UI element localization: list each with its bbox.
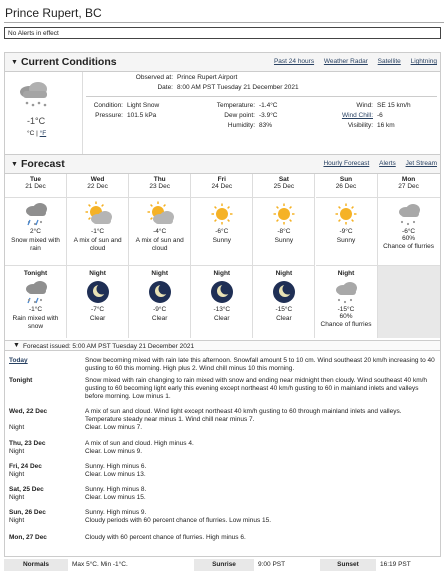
wind-chill-value: -6 — [377, 112, 383, 119]
day-description: Snow mixed with rain — [11, 237, 60, 252]
detail-night-label: Night — [9, 517, 25, 524]
hourly-forecast-link[interactable]: Hourly Forecast — [323, 160, 370, 167]
dewpoint-value: -3.9°C — [259, 112, 278, 119]
visibility-value: 16 km — [377, 122, 395, 129]
pressure-row — [95, 112, 157, 119]
wind-row — [356, 102, 411, 109]
forecast-day-wed — [67, 174, 129, 265]
detail-text: Sunny. High minus 8. — [85, 486, 147, 493]
forecast-night-6 — [316, 265, 378, 338]
temperature-value: -1.4°C — [259, 102, 278, 109]
detail-text: Sunny. High minus 9. — [85, 509, 147, 516]
forecast-night-4 — [191, 265, 253, 338]
forecast-day-tue — [5, 174, 67, 265]
day-date: 23 Dec — [149, 183, 170, 190]
pressure-label: Pressure: — [95, 112, 123, 119]
conditions-divider — [82, 72, 83, 158]
forecast-night-2 — [67, 265, 129, 338]
day-name: Tue — [29, 176, 42, 183]
day-temperature: -1°C — [91, 228, 105, 235]
day-name: Thu — [153, 176, 166, 183]
detail-period-label[interactable]: Today — [9, 357, 28, 364]
detail-text: A mix of sun and cloud. High minus 4. — [85, 440, 194, 447]
forecast-panel — [4, 154, 441, 557]
visibility-label: Visibility: — [347, 122, 373, 129]
night-temperature: -15°C — [337, 306, 355, 313]
wind-chill-row — [341, 112, 383, 119]
night-temperature: -13°C — [213, 306, 231, 313]
day-date: 21 Dec — [25, 183, 46, 190]
night-description: Rain mixed with snow — [12, 315, 59, 330]
day-date: 26 Dec — [335, 183, 357, 190]
detail-text: Sunny. High minus 6. — [85, 463, 147, 470]
detail-night-text: Clear. Low minus 13. — [85, 471, 146, 478]
forecast-day-fri — [191, 174, 253, 265]
day-description: Chance of flurries — [383, 243, 435, 250]
detail-night-text: Clear. Low minus 9. — [85, 448, 143, 455]
day-description: A mix of sun and cloud — [135, 237, 184, 252]
alerts-link[interactable]: Alerts — [379, 160, 396, 167]
date-row — [157, 84, 299, 91]
caret-down-icon[interactable]: ▼ — [13, 342, 20, 349]
forecast-day-sat — [253, 174, 315, 265]
detail-text: Snow mixed with rain changing to rain mixed with snow and ending near midnight then cloudy. Wind southeast 40 km/h gusting to 60 becoming light early this evening except northeast 40 km/h gusting to 60 in mainland inlets and valleys before morning. Low minus 1. — [85, 377, 428, 400]
detail-period-label: Sat, 25 Dec — [9, 486, 44, 493]
sun-icon — [269, 201, 299, 227]
caret-down-icon: ▼ — [11, 161, 18, 168]
wind-label: Wind: — [356, 102, 373, 109]
cloud-flurries-night-icon — [331, 279, 361, 305]
night-name: Night — [275, 270, 293, 277]
night-temperature: -1°C — [28, 306, 43, 313]
day-description: Sunny — [336, 237, 356, 244]
sun-icon — [207, 201, 237, 227]
detail-period-label: Tonight — [9, 377, 33, 384]
sunset-label: Sunset — [320, 559, 376, 571]
forecast-night-5 — [253, 265, 315, 338]
title-divider — [4, 22, 444, 23]
detail-period-label: Mon, 27 Dec — [9, 534, 47, 541]
forecast-issued — [5, 340, 440, 351]
sun-cloud-icon — [83, 201, 113, 227]
night-description: Clear — [214, 315, 230, 322]
unit-celsius[interactable]: °C — [27, 130, 35, 137]
observed-at-value: Prince Rupert Airport — [177, 74, 238, 81]
alerts-banner[interactable]: No Alerts in effect — [4, 27, 441, 39]
forecast-night-3 — [129, 265, 191, 338]
humidity-value: 83% — [259, 122, 273, 129]
moon-icon — [269, 279, 299, 305]
day-name: Sat — [278, 176, 289, 183]
sunset-value: 16:19 PST — [380, 561, 411, 568]
day-temperature: -6°C — [215, 228, 229, 235]
forecast-header[interactable] — [5, 155, 440, 174]
night-name: Night — [337, 270, 355, 277]
dewpoint-row — [224, 112, 278, 119]
day-description: Sunny — [274, 237, 294, 244]
detail-night-label: Night — [9, 471, 25, 478]
moon-icon — [207, 279, 237, 305]
observed-at-row — [135, 74, 238, 81]
unit-toggle — [27, 130, 46, 137]
detail-night-text: Clear. Low minus 7. — [85, 424, 143, 431]
night-description: Clear — [89, 315, 106, 322]
detail-night-label: Night — [9, 424, 25, 431]
night-temperature: -9°C — [153, 306, 167, 313]
forecast-issued-text: Forecast issued: 5:00 AM PST Tuesday 21 December 2021 — [22, 343, 195, 350]
day-name: Sun — [339, 176, 353, 183]
night-temperature: -15°C — [275, 306, 293, 313]
humidity-label: Humidity: — [227, 122, 255, 129]
detail-period-label: Fri, 24 Dec — [9, 463, 42, 470]
night-description: Chance of flurries — [320, 321, 372, 328]
cloud-flurries-icon — [394, 201, 424, 227]
sunrise-label: Sunrise — [194, 559, 254, 571]
weather-radar-link[interactable]: Weather Radar — [323, 58, 368, 65]
detail-text: A mix of sun and cloud. Wind light except northeast 40 km/h gusting to 60 through mainland inlets and valleys. Temperature steady near minus 1. Wind chill near minus 7. — [85, 408, 402, 423]
page-title: Prince Rupert, BC — [5, 6, 102, 20]
visibility-row — [347, 122, 395, 129]
detail-period-label: Wed, 22 Dec — [9, 408, 48, 415]
condition-row — [93, 102, 160, 109]
day-date: 24 Dec — [211, 183, 233, 190]
day-description: A mix of sun and cloud — [73, 237, 122, 252]
normals-label: Normals — [4, 559, 68, 571]
date-label: Date: — [157, 84, 173, 91]
lightning-link[interactable]: Lightning — [410, 58, 437, 65]
day-date: 22 Dec — [87, 183, 108, 190]
sun-cloud-icon — [145, 201, 175, 227]
detail-text: Snow becoming mixed with rain late this afternoon. Snowfall amount 5 to 10 cm. Wind southeast 20 km/h increasing to 40 gusting to 60 this morning. High plus 2. Wind chill minus 10 this morning. — [85, 357, 435, 372]
humidity-row — [227, 122, 273, 129]
night-name: Night — [89, 270, 106, 277]
current-temperature: -1°C — [27, 116, 46, 126]
night-pop: 60% — [339, 313, 353, 320]
current-conditions-panel — [4, 52, 441, 158]
observed-at-label: Observed at: — [135, 74, 173, 81]
sun-icon — [331, 201, 361, 227]
night-temperature: -7°C — [91, 306, 105, 313]
pressure-value: 101.5 kPa — [127, 112, 157, 119]
satellite-link[interactable]: Satellite — [377, 58, 401, 65]
day-temperature: 2°C — [30, 228, 41, 235]
date-value: 8:00 AM PST Tuesday 21 December 2021 — [177, 84, 299, 91]
day-pop: 60% — [402, 235, 416, 242]
rain-snow-icon — [21, 279, 51, 305]
normals-value: Max 5°C. Min -1°C. — [72, 561, 128, 568]
wind-chill-link[interactable]: Wind Chill: — [341, 112, 373, 119]
day-description: Sunny — [212, 237, 232, 244]
temperature-label: Temperature: — [216, 102, 255, 109]
past-24-hours-link[interactable]: Past 24 hours — [273, 58, 315, 65]
night-name: Night — [213, 270, 231, 277]
forecast-day-mon — [378, 174, 440, 265]
day-date: 27 Dec — [398, 183, 419, 190]
detail-night-text: Cloudy periods with 60 percent chance of flurries. Low minus 15. — [85, 517, 272, 524]
day-temperature: -9°C — [339, 228, 353, 235]
day-name: Mon — [401, 176, 416, 183]
current-conditions-heading: Current Conditions — [20, 56, 117, 68]
detail-night-label: Night — [9, 494, 25, 501]
dewpoint-label: Dew point: — [224, 112, 255, 119]
unit-separator: | — [36, 130, 38, 137]
condition-label: Condition: — [93, 102, 123, 109]
condition-value: Light Snow — [127, 102, 160, 109]
wind-value: SE 15 km/h — [377, 102, 411, 109]
temperature-row — [216, 102, 278, 109]
moon-icon — [145, 279, 175, 305]
forecast-day-sun — [316, 174, 378, 265]
current-conditions-header[interactable] — [5, 53, 440, 72]
day-temperature: -4°C — [153, 228, 167, 235]
day-date: 25 Dec — [273, 183, 295, 190]
detail-night-text: Clear. Low minus 15. — [85, 494, 146, 501]
day-temperature: -6°C — [402, 228, 416, 235]
night-name: Tonight — [23, 270, 48, 277]
jet-stream-link[interactable]: Jet Stream — [405, 160, 437, 167]
conditions-rule — [86, 96, 437, 97]
night-description: Clear — [151, 315, 168, 322]
forecast-heading: Forecast — [20, 158, 65, 170]
forecast-night-1 — [5, 265, 67, 338]
sunrise-value: 9:00 PST — [258, 561, 286, 568]
night-description: Clear — [276, 315, 292, 322]
night-name: Night — [151, 270, 168, 277]
forecast-day-thu — [129, 174, 191, 265]
unit-fahrenheit-link[interactable]: °F — [39, 130, 47, 137]
day-name: Wed — [90, 176, 105, 183]
detail-text: Cloudy with 60 percent chance of flurries. High minus 6. — [85, 534, 246, 541]
forecast-night-empty — [378, 265, 440, 338]
light-snow-icon — [15, 80, 55, 108]
caret-down-icon: ▼ — [11, 59, 18, 66]
moon-icon — [83, 279, 113, 305]
detail-night-label: Night — [9, 448, 25, 455]
detail-period-label: Sun, 26 Dec — [9, 509, 46, 516]
day-name: Fri — [217, 176, 226, 183]
day-temperature: -8°C — [277, 228, 291, 235]
snow-rain-icon — [21, 201, 51, 227]
detail-period-label: Thu, 23 Dec — [9, 440, 46, 447]
normals-footer — [4, 559, 441, 571]
